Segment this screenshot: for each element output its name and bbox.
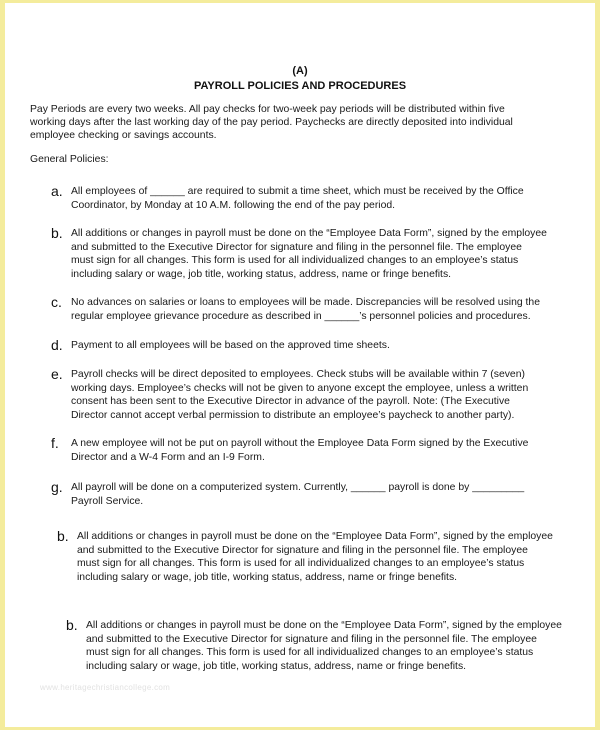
item-line: and submitted to the Executive Director for signature and filing in the personnel file. The employee	[86, 633, 537, 645]
item-line: must sign for all changes. This form is used for all individualized changes to an employee’s status	[77, 558, 525, 569]
item-line: Payroll checks will be direct deposited to employees. Check stubs will be available within 7 (seven)	[71, 369, 525, 380]
item-marker: c.	[51, 294, 62, 310]
item-line: including salary or wage, job title, working status, address, name or fringe benefits.	[71, 268, 452, 280]
section-label: General Policies:	[30, 154, 109, 165]
item-text	[71, 437, 571, 464]
item-line: regular employee grievance procedure as described in ______’s personnel policies and procedures.	[71, 310, 531, 322]
item-line: All payroll will be done on a computerized system. Currently, ______ payroll is done by _________	[71, 482, 525, 493]
watermark: www.heritagechristiancollege.com	[40, 683, 171, 692]
item-line: must sign for all changes. This form is used for all individualized changes to an employee’s status	[86, 647, 534, 658]
item-line: All additions or changes in payroll must be done on the “Employee Data Form”, signed by the employee	[77, 531, 553, 542]
item-line: Director and a W-4 Form and an I-9 Form.	[71, 451, 265, 463]
item-text	[71, 339, 571, 353]
item-marker: b.	[57, 528, 69, 544]
item-line: consent has been sent to the Executive Director in advance of the payroll. Note: (The Executive	[71, 396, 510, 407]
item-line: All additions or changes in payroll must be done on the “Employee Data Form”, signed by the employee	[71, 228, 547, 239]
item-marker: b.	[51, 225, 63, 241]
intro-line: employee checking or savings accounts.	[30, 130, 217, 141]
intro-line: working days after the last working day of the pay period. Paychecks are directly deposited into individual	[30, 117, 513, 128]
item-marker: g.	[51, 479, 63, 495]
item-marker: b.	[66, 617, 78, 633]
item-line: A new employee will not be put on payroll without the Employee Data Form signed by the Executive	[71, 438, 529, 449]
item-marker: e.	[51, 366, 63, 382]
item-line: and submitted to the Executive Director for signature and filing in the personnel file. The employee	[77, 544, 528, 556]
item-text	[71, 296, 571, 323]
item-line: including salary or wage, job title, working status, address, name or fringe benefits.	[77, 571, 458, 583]
item-marker: d.	[51, 337, 63, 353]
item-line: Coordinator, by Monday at 10 A.M. following the end of the pay period.	[71, 199, 396, 211]
item-text	[71, 227, 571, 281]
item-line: All additions or changes in payroll must be done on the “Employee Data Form”, signed by the employee	[86, 620, 562, 631]
item-text	[86, 619, 581, 673]
item-line: No advances on salaries or loans to employees will be made. Discrepancies will be resolved using the	[71, 297, 540, 308]
item-marker: a.	[51, 183, 63, 199]
document-page	[5, 3, 595, 727]
item-text	[71, 185, 571, 212]
item-marker: f.	[51, 435, 59, 451]
item-line: working days. Employee’s checks will not be given to anyone except the employee, unless a written	[71, 382, 529, 394]
item-text	[71, 368, 571, 422]
intro-paragraph	[30, 103, 565, 142]
item-line: All employees of ______ are required to submit a time sheet, which must be received by the Office	[71, 186, 524, 197]
item-line: including salary or wage, job title, working status, address, name or fringe benefits.	[86, 660, 467, 672]
item-line: Director cannot accept verbal permission to distribute an employee’s paycheck to another party).	[71, 409, 515, 421]
item-line: must sign for all changes. This form is used for all individualized changes to an employee’s status	[71, 255, 519, 266]
item-text	[77, 530, 574, 584]
section-letter: (A)	[292, 65, 308, 77]
page-title: PAYROLL POLICIES AND PROCEDURES	[193, 80, 407, 92]
item-line: Payroll Service.	[71, 495, 144, 507]
item-line: Payment to all employees will be based on the approved time sheets.	[71, 340, 390, 351]
intro-line: Pay Periods are every two weeks. All pay checks for two-week pay periods will be distributed within five	[30, 104, 505, 115]
item-text	[71, 481, 571, 508]
item-line: and submitted to the Executive Director for signature and filing in the personnel file. The employee	[71, 241, 522, 253]
